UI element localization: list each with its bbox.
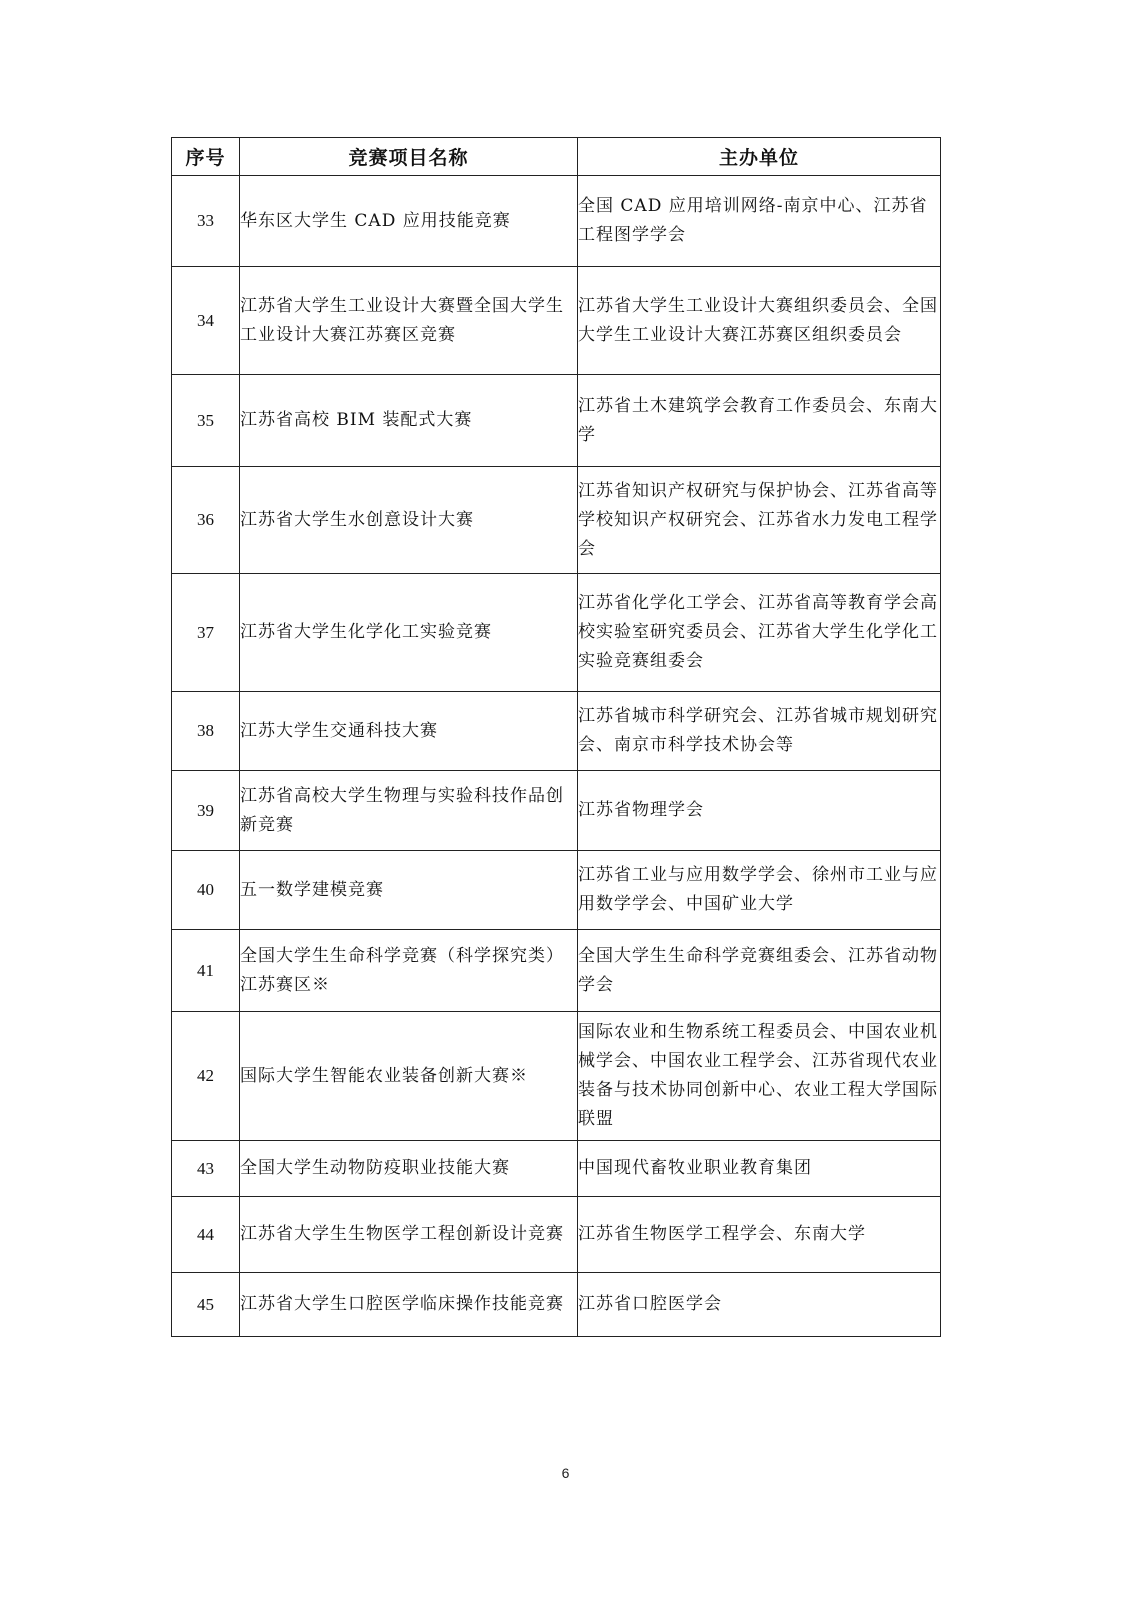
- table-row: [172, 1012, 941, 1141]
- header-name: 竞赛项目名称: [240, 138, 578, 176]
- header-no: 序号: [172, 138, 240, 176]
- row-number: 33: [172, 176, 240, 267]
- table-row: [172, 692, 941, 771]
- competition-name: 全国大学生生命科学竞赛（科学探究类）江苏赛区※: [240, 930, 578, 1012]
- organizer: 江苏省大学生工业设计大赛组织委员会、全国大学生工业设计大赛江苏赛区组织委员会: [578, 267, 941, 375]
- competition-name: 江苏省大学生口腔医学临床操作技能竞赛: [240, 1273, 578, 1337]
- table-row: [172, 1273, 941, 1337]
- organizer: 江苏省工业与应用数学学会、徐州市工业与应用数学学会、中国矿业大学: [578, 851, 941, 930]
- row-number: 34: [172, 267, 240, 375]
- organizer: 中国现代畜牧业职业教育集团: [578, 1141, 941, 1197]
- row-number: 37: [172, 574, 240, 692]
- row-number: 38: [172, 692, 240, 771]
- organizer: 江苏省物理学会: [578, 771, 941, 851]
- competition-name: 江苏省大学生生物医学工程创新设计竞赛: [240, 1197, 578, 1273]
- competition-name: 全国大学生动物防疫职业技能大赛: [240, 1141, 578, 1197]
- competition-name: 江苏省高校大学生物理与实验科技作品创新竞赛: [240, 771, 578, 851]
- table-row: [172, 1197, 941, 1273]
- organizer: 江苏省土木建筑学会教育工作委员会、东南大学: [578, 375, 941, 467]
- competition-name: 江苏省大学生工业设计大赛暨全国大学生工业设计大赛江苏赛区竞赛: [240, 267, 578, 375]
- row-number: 35: [172, 375, 240, 467]
- organizer: 全国大学生生命科学竞赛组委会、江苏省动物学会: [578, 930, 941, 1012]
- row-number: 39: [172, 771, 240, 851]
- competition-table: [171, 137, 941, 1337]
- competition-name: 五一数学建模竞赛: [240, 851, 578, 930]
- table-row: [172, 851, 941, 930]
- table-row: [172, 1141, 941, 1197]
- table-row: [172, 771, 941, 851]
- row-number: 45: [172, 1273, 240, 1337]
- competition-name: 华东区大学生 CAD 应用技能竞赛: [240, 176, 578, 267]
- table-row: [172, 375, 941, 467]
- competition-name: 江苏省高校 BIM 装配式大赛: [240, 375, 578, 467]
- table-row: [172, 176, 941, 267]
- competition-name: 国际大学生智能农业装备创新大赛※: [240, 1012, 578, 1141]
- header-organizer: 主办单位: [578, 138, 941, 176]
- competition-name: 江苏大学生交通科技大赛: [240, 692, 578, 771]
- row-number: 42: [172, 1012, 240, 1141]
- organizer: 江苏省化学化工学会、江苏省高等教育学会高校实验室研究委员会、江苏省大学生化学化工实验竞赛组委会: [578, 574, 941, 692]
- row-number: 40: [172, 851, 240, 930]
- row-number: 43: [172, 1141, 240, 1197]
- organizer: 江苏省口腔医学会: [578, 1273, 941, 1337]
- competition-name: 江苏省大学生水创意设计大赛: [240, 467, 578, 574]
- organizer: 江苏省知识产权研究与保护协会、江苏省高等学校知识产权研究会、江苏省水力发电工程学会: [578, 467, 941, 574]
- table-row: [172, 267, 941, 375]
- table-row: [172, 574, 941, 692]
- organizer: 江苏省生物医学工程学会、东南大学: [578, 1197, 941, 1273]
- table-row: [172, 930, 941, 1012]
- table-header-row: [172, 138, 941, 176]
- row-number: 41: [172, 930, 240, 1012]
- organizer: 全国 CAD 应用培训网络-南京中心、江苏省工程图学学会: [578, 176, 941, 267]
- table-row: [172, 467, 941, 574]
- organizer: 江苏省城市科学研究会、江苏省城市规划研究会、南京市科学技术协会等: [578, 692, 941, 771]
- row-number: 36: [172, 467, 240, 574]
- row-number: 44: [172, 1197, 240, 1273]
- competition-name: 江苏省大学生化学化工实验竞赛: [240, 574, 578, 692]
- page-number: 6: [561, 1465, 570, 1481]
- organizer: 国际农业和生物系统工程委员会、中国农业机械学会、中国农业工程学会、江苏省现代农业装备与技术协同创新中心、农业工程大学国际联盟: [578, 1012, 941, 1141]
